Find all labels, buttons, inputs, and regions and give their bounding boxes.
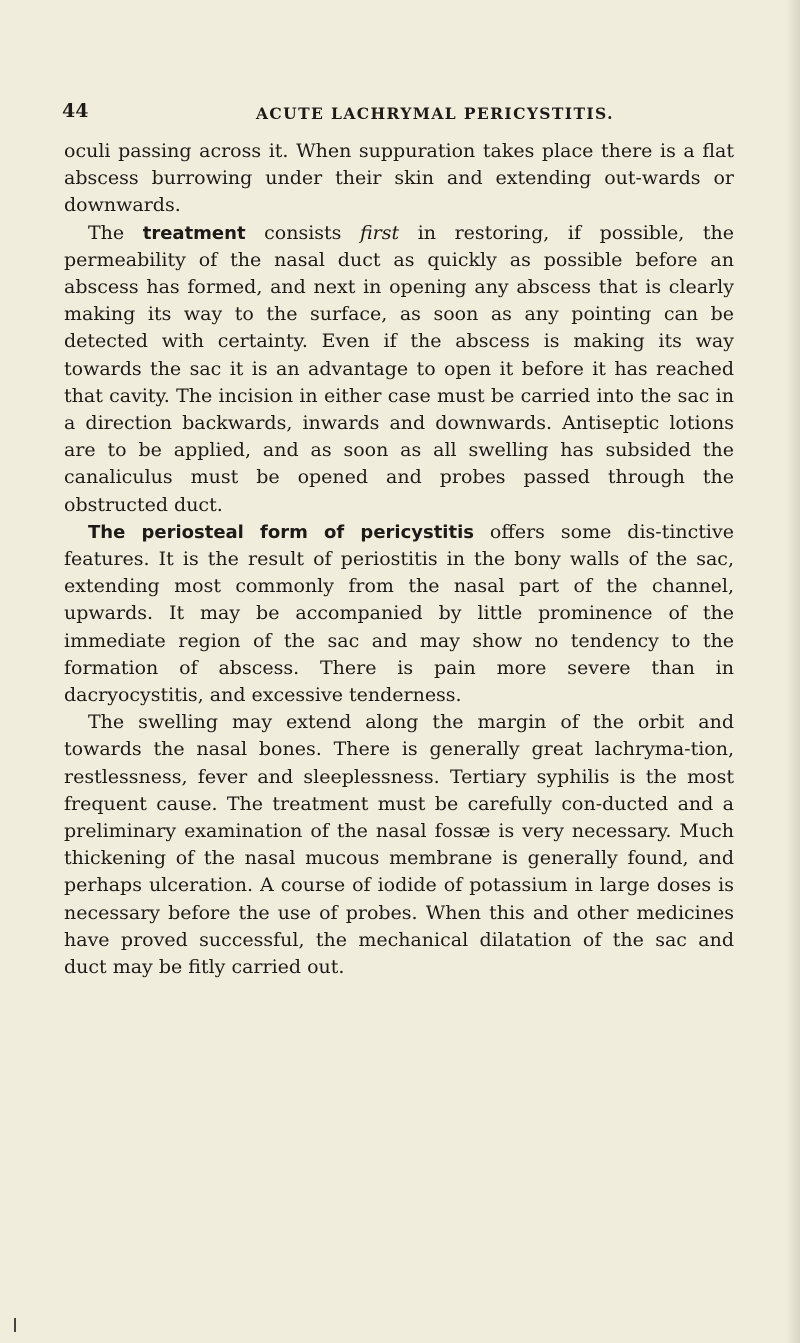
page-number: 44 bbox=[62, 100, 89, 122]
paragraph-text: The swelling may extend along the margin of the orbit and towards the nasal bones. There is generally great lachryma-tion, restlessness, fever and sleeplessness. Tertiary syphilis is the most frequent cause. The treatment must be carefully con-ducted and a preliminary examination of the nasal fossæ is very necessary. Much thickening of the nasal mucous membrane is generally found, and perhaps ulceration. A course of iodide of potassium in large doses is necessary before the use of probes. When this and other medicines have proved successful, the mechanical dilatation of the sac and duct may be fitly carried out. bbox=[64, 711, 734, 979]
margin-mark bbox=[14, 1318, 16, 1332]
periosteal-lead-term: The periosteal form of pericystitis bbox=[88, 521, 474, 543]
treatment-lead-term: treatment bbox=[142, 222, 246, 244]
page-edge-shadow bbox=[786, 0, 800, 1343]
paragraph-swelling bbox=[64, 709, 734, 981]
running-head: ACUTE LACHRYMAL PERICYSTITIS. bbox=[256, 104, 614, 123]
emphasis-first: first bbox=[359, 221, 400, 244]
paragraph-text: offers some dis-tinctive features. It is the result of periostitis in the bony walls of the sac, extending most commonly from the nasal part of the channel, upwards. It may be accompanied by little prominence of the immediate region of the sac and may show no tendency to the formation of abscess. There is pain more severe than in dacryocystitis, and excessive tenderness. bbox=[64, 520, 734, 707]
paragraph-text: in restoring, if possible, the permeability of the nasal duct as quickly as possible before an abscess has formed, and next in opening any abscess that is clearly making its way to the surface, as soon as any pointing can be detected with certainty. Even if the abscess is making its way towards the sac it is an advantage to open it before it has reached that cavity. The incision in either case must be carried into the sac in a direction backwards, inwards and downwards. Antiseptic lotions are to be applied, and as soon as all swelling has subsided the canaliculus must be opened and probes passed through the obstructed duct. bbox=[64, 221, 734, 516]
paragraph-text: consists bbox=[245, 221, 360, 244]
page-header bbox=[0, 96, 800, 126]
paragraph-treatment bbox=[64, 220, 734, 519]
body-text bbox=[64, 138, 734, 981]
paragraph-text: oculi passing across it. When suppuration takes place there is a flat abscess burrowing under their skin and extending out-wards or downwards. bbox=[64, 140, 734, 217]
paragraph-continuation bbox=[64, 138, 734, 220]
paragraph-periosteal-form bbox=[64, 519, 734, 709]
paragraph-prefix: The bbox=[88, 221, 143, 244]
